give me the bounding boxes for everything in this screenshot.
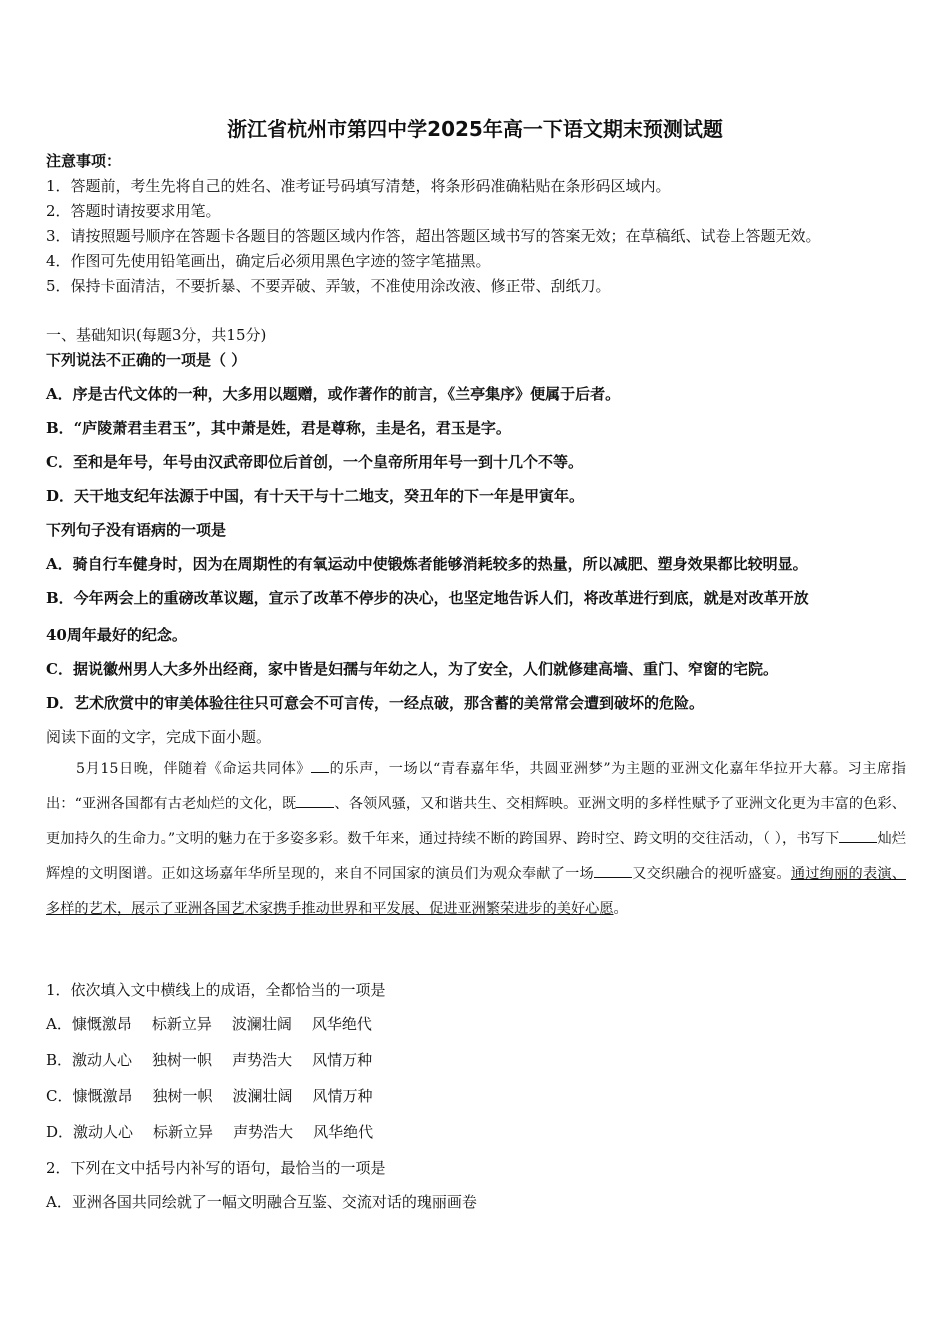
- reading-passage: [46, 752, 906, 927]
- passage-text: 。: [613, 901, 628, 917]
- passage-text: 又交织融合的视听盛宴。: [631, 866, 791, 882]
- notice-item: 4．作图可先使用铅笔画出，确定后必须用黑色字迹的签字笔描黑。: [46, 252, 491, 270]
- option-b-continued: 40周年最好的纪念。: [46, 626, 187, 644]
- fill-blank: [594, 863, 632, 878]
- notice-heading: 注意事项：: [46, 152, 122, 170]
- option-b: B．激动人心 独树一帜 声势浩大 风情万种: [46, 1051, 373, 1069]
- question-stem: 下列说法不正确的一项是（ ）: [46, 351, 247, 369]
- notice-item: 2．答题时请按要求用笔。: [46, 202, 221, 220]
- reading-intro: 阅读下面的文字，完成下面小题。: [46, 728, 272, 746]
- fill-blank: [839, 828, 877, 843]
- question-stem: 2．下列在文中括号内补写的语句，最恰当的一项是: [46, 1159, 386, 1177]
- notice-item: 5．保持卡面清洁，不要折暴、不要弄破、弄皱，不准使用涂改液、修正带、刮纸刀。: [46, 277, 611, 295]
- section-heading: 一、基础知识(每题3分，共15分): [46, 326, 267, 344]
- passage-text: 灿烂辉煌的文明图谱。正如这场嘉年华所呈现的，来自不同国家的演员们为观众奉献了一场: [46, 831, 906, 882]
- question-stem: 1．依次填入文中横线上的成语，全都恰当的一项是: [46, 981, 386, 999]
- passage-text: 的乐声，一场以“青春嘉年华，共圆亚洲梦”为主题的亚洲文化嘉年华拉开大幕。习主席指出：“亚洲各国都有古老灿烂的文化，既: [46, 761, 906, 812]
- option-b: B．“庐陵萧君圭君玉”，其中萧是姓，君是尊称，圭是名，君玉是字。: [46, 419, 511, 437]
- passage-text: 、各领风骚，又和谐共生、交相辉映。亚洲文明的多样性赋予了亚洲文化更为丰富的色彩、更加持久的生命力。”文明的魅力在于多姿多彩。数千年来，通过持续不断的跨国界、跨时空、跨文明的交往活动，（ ），书写下: [46, 796, 906, 847]
- fill-blank: [311, 758, 329, 773]
- option-d: D．激动人心 标新立异 声势浩大 风华绝代: [46, 1123, 374, 1141]
- exam-title: 浙江省杭州市第四中学2025年高一下语文期末预测试题: [227, 117, 723, 141]
- option-a: A．亚洲各国共同绘就了一幅文明融合互鉴、交流对话的瑰丽画卷: [46, 1193, 477, 1211]
- fill-blank: [296, 793, 334, 808]
- underlined-sentence: 通过绚丽的表演、多样的艺术，展示了亚洲各国艺术家携手推动世界和平发展、促进亚洲繁荣进步的美好心愿: [46, 866, 906, 917]
- option-a: A．慷慨激昂 标新立异 波澜壮阔 风华绝代: [46, 1015, 372, 1033]
- option-c: C．慷慨激昂 独树一帜 波澜壮阔 风情万种: [46, 1087, 373, 1105]
- option-c: C．至和是年号，年号由汉武帝即位后首创，一个皇帝所用年号一到十几个不等。: [46, 453, 583, 471]
- notice-item: 3．请按照题号顺序在答题卡各题目的答题区域内作答，超出答题区域书写的答案无效；在草稿纸、试卷上答题无效。: [46, 227, 821, 245]
- option-a: A．骑自行车健身时，因为在周期性的有氧运动中使锻炼者能够消耗较多的热量，所以减肥、塑身效果都比较明显。: [46, 555, 808, 573]
- option-b: B．今年两会上的重磅改革议题，宣示了改革不停步的决心，也坚定地告诉人们，将改革进行到底，就是对改革开放: [46, 589, 809, 607]
- option-d: D．艺术欣赏中的审美体验往往只可意会不可言传，一经点破，那含蓄的美常常会遭到破坏的危险。: [46, 694, 705, 712]
- passage-text: 5月15日晚，伴随着《命运共同体》: [76, 761, 312, 777]
- notice-item: 1．答题前，考生先将自己的姓名、准考证号码填写清楚，将条形码准确粘贴在条形码区域内。: [46, 177, 671, 195]
- option-c: C．据说徽州男人大多外出经商，家中皆是妇孺与年幼之人，为了安全，人们就修建高墙、重门、窄窗的宅院。: [46, 660, 778, 678]
- option-d: D．天干地支纪年法源于中国，有十天干与十二地支，癸丑年的下一年是甲寅年。: [46, 487, 585, 505]
- option-a: A．序是古代文体的一种，大多用以题赠，或作著作的前言，《兰亭集序》便属于后者。: [46, 385, 621, 403]
- question-stem: 下列句子没有语病的一项是: [46, 521, 227, 539]
